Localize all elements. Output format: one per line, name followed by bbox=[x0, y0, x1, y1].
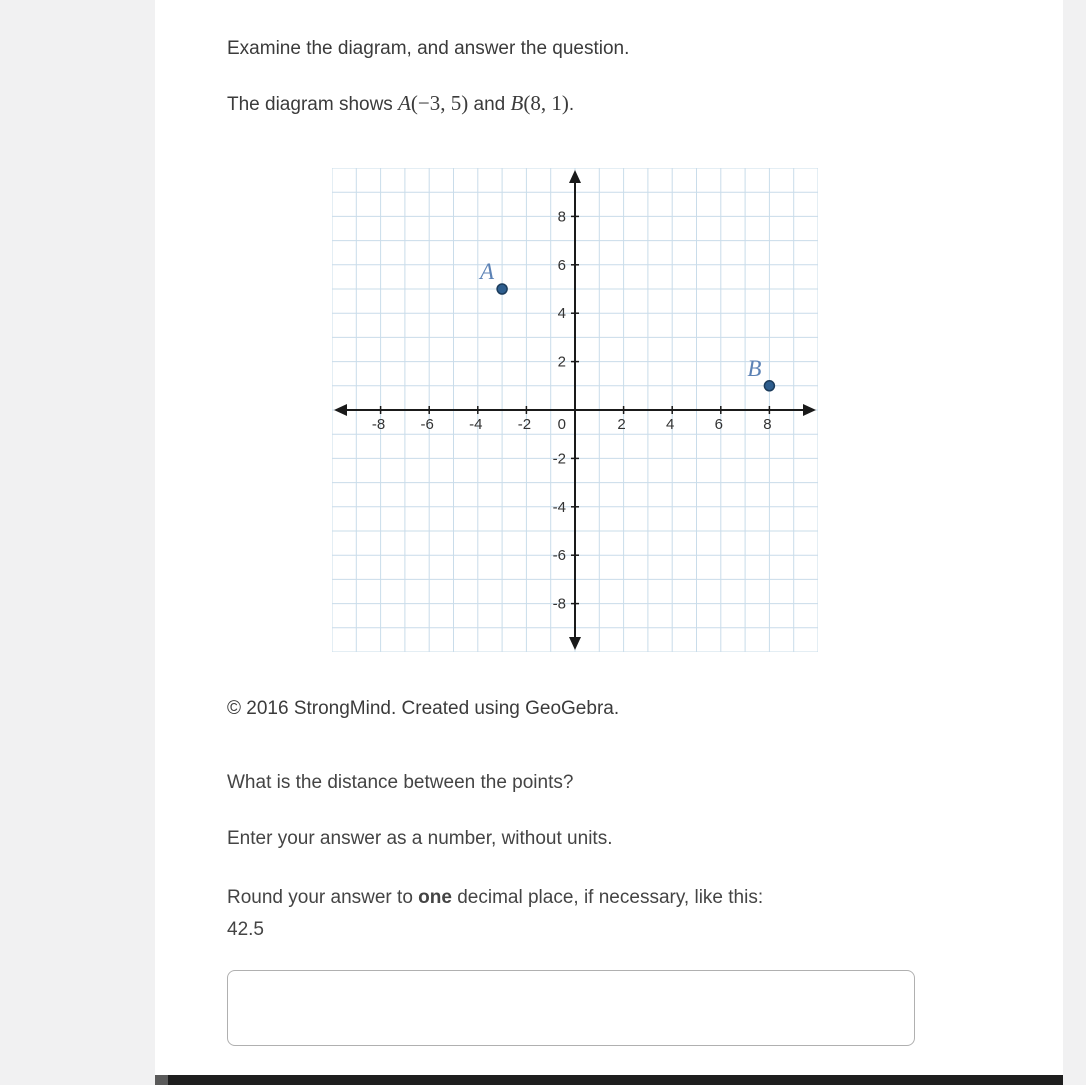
x-tick-label: -6 bbox=[420, 416, 434, 433]
x-tick-label: 4 bbox=[666, 416, 675, 433]
y-tick-label: -2 bbox=[552, 450, 566, 468]
scrollbar-thumb[interactable] bbox=[168, 1075, 1063, 1085]
question-page bbox=[155, 0, 1063, 1085]
instruction-text: Examine the diagram, and answer the question. bbox=[227, 38, 630, 59]
copyright-caption: © 2016 StrongMind. Created using GeoGebra. bbox=[227, 698, 620, 719]
point-label-A: A bbox=[480, 259, 495, 284]
diagram-sentence-prefix: The diagram shows bbox=[227, 94, 399, 115]
coordinate-plane bbox=[332, 168, 818, 652]
x-tick-label: -2 bbox=[517, 416, 532, 433]
coordinate-plane-svg bbox=[332, 168, 818, 652]
answer-input[interactable] bbox=[227, 970, 915, 1046]
rounding-note-prefix: Round your answer to bbox=[227, 887, 419, 908]
point-A bbox=[497, 284, 507, 294]
y-tick-label: -8 bbox=[552, 595, 566, 613]
diagram-sentence-suffix: . bbox=[568, 94, 575, 115]
axis-arrow bbox=[569, 170, 581, 183]
horizontal-scrollbar[interactable] bbox=[155, 1075, 1063, 1085]
diagram-sentence bbox=[227, 88, 1063, 120]
x-tick-label: 2 bbox=[617, 416, 626, 433]
point-a-variable: A bbox=[398, 91, 411, 115]
rounding-note bbox=[227, 882, 927, 946]
x-tick-label: -4 bbox=[469, 416, 483, 433]
point-b-coordinates: (8, 1) bbox=[523, 91, 569, 115]
x-tick-label: 8 bbox=[763, 416, 772, 433]
y-tick-label: -6 bbox=[552, 547, 566, 565]
point-B bbox=[764, 381, 774, 391]
diagram-sentence-conjunction: and bbox=[468, 94, 511, 115]
origin-label: 0 bbox=[557, 416, 566, 433]
axis-arrow bbox=[334, 404, 347, 416]
axis-arrow bbox=[569, 637, 581, 650]
question-text: What is the distance between the points? bbox=[227, 772, 574, 793]
point-a-coordinates: (−3, 5) bbox=[410, 91, 469, 115]
point-label-B: B bbox=[747, 355, 762, 381]
axis-arrow bbox=[803, 404, 816, 416]
scrollbar-track-end bbox=[155, 1075, 168, 1085]
rounding-note-example: 42.5 bbox=[227, 919, 264, 940]
point-b-variable: B bbox=[510, 91, 524, 115]
y-tick-label: -4 bbox=[552, 498, 566, 516]
rounding-note-suffix: decimal place, if necessary, like this: bbox=[451, 887, 764, 908]
x-tick-label: -8 bbox=[371, 416, 386, 433]
y-tick-label: 2 bbox=[557, 353, 566, 371]
x-tick-label: 6 bbox=[714, 416, 723, 433]
y-tick-label: 6 bbox=[557, 256, 566, 274]
y-tick-label: 4 bbox=[557, 305, 566, 323]
rounding-note-emphasis: one bbox=[418, 887, 452, 908]
y-tick-label: 8 bbox=[557, 208, 566, 226]
answer-instruction-text: Enter your answer as a number, without units. bbox=[227, 828, 613, 849]
